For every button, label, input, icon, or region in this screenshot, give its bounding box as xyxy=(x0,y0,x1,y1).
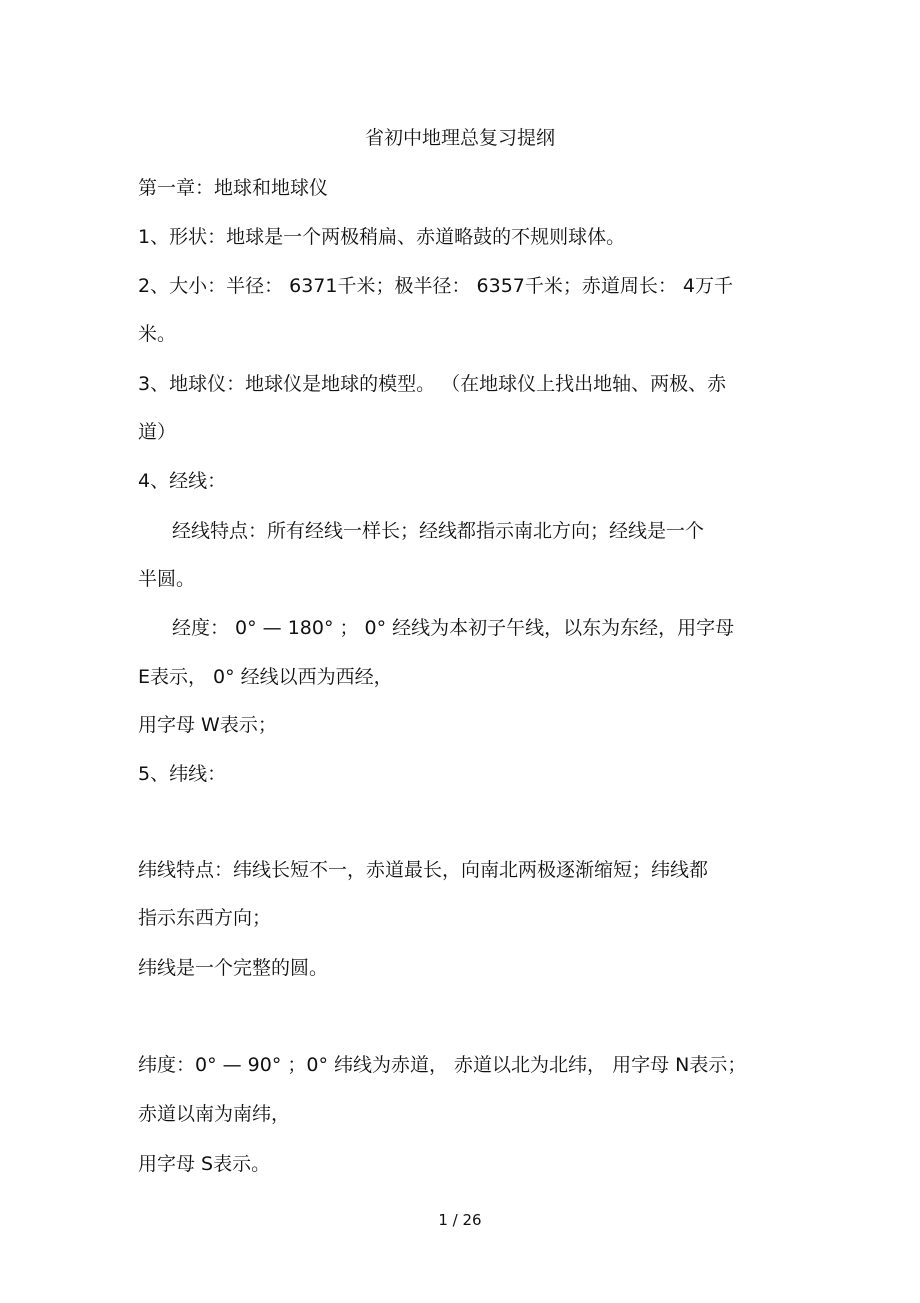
chapter-heading: 第一章：地球和地球仪 xyxy=(138,177,329,199)
text-line-latitude-south-letter: 用字母 S表示。 xyxy=(138,1153,271,1175)
text-line-globe: 3、地球仪：地球仪是地球的模型。 （在地球仪上找出地轴、两极、赤 xyxy=(138,373,727,395)
text-line-size: 2、大小：半径： 6371千米；极半径： 6357千米；赤道周长： 4万千 xyxy=(138,275,734,297)
text-line-latitude: 纬度：0° — 90° ；0° 纬线为赤道， 赤道以北为北纬， 用字母 N表示； xyxy=(138,1054,747,1076)
text-line-size-cont: 米。 xyxy=(138,323,177,345)
text-line-parallel-circle: 纬线是一个完整的圆。 xyxy=(138,957,329,979)
text-line-meridian-features-cont: 半圆。 xyxy=(138,568,196,590)
text-line-parallel-heading: 5、纬线： xyxy=(138,763,227,785)
text-line-longitude-west: 用字母 W表示； xyxy=(138,714,277,736)
text-line-latitude-south: 赤道以南为南纬， xyxy=(138,1103,291,1125)
text-line-meridian-features: 经线特点：所有经线一样长；经线都指示南北方向；经线是一个 xyxy=(172,520,705,542)
text-line-longitude-cont: E表示， 0° 经线以西为西经， xyxy=(138,666,393,688)
text-line-globe-cont: 道） xyxy=(138,421,177,443)
text-line-parallel-features-cont: 指示东西方向； xyxy=(138,907,272,929)
text-line-shape: 1、形状：地球是一个两极稍扁、赤道略鼓的不规则球体。 xyxy=(138,226,626,248)
page-indicator: 1 / 26 xyxy=(438,1211,482,1229)
text-line-meridian-heading: 4、经线： xyxy=(138,470,227,492)
text-line-parallel-features: 纬线特点：纬线长短不一，赤道最长，向南北两极逐渐缩短；纬线都 xyxy=(138,859,709,881)
document-title: 省初中地理总复习提纲 xyxy=(364,127,555,149)
text-line-longitude: 经度： 0° — 180° ； 0° 经线为本初子午线，以东为东经，用字母 xyxy=(172,617,735,639)
